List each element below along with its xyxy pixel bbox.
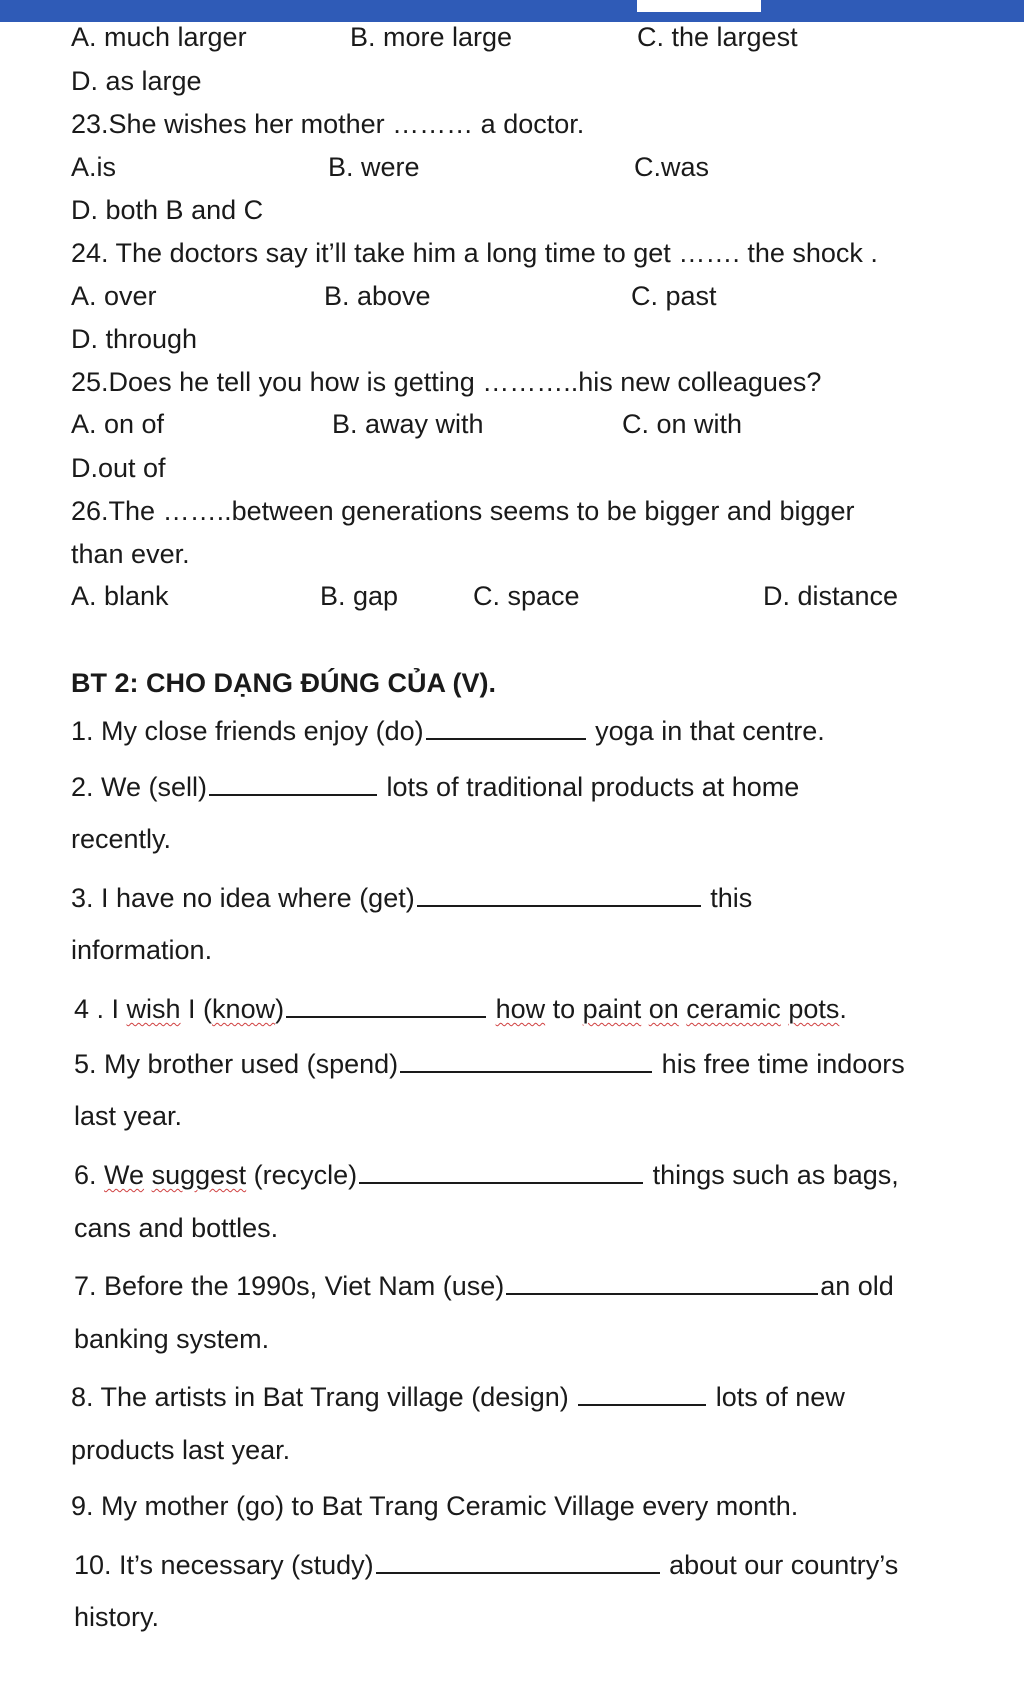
exercise-7-cont: banking system. (74, 1324, 270, 1354)
answer-blank[interactable] (209, 768, 377, 796)
q23-stem: 23.She wishes her mother ……… a doctor. (71, 109, 585, 139)
header-tab (637, 0, 761, 12)
header-bar (0, 0, 1024, 22)
exercise-3-cont: information. (71, 935, 213, 965)
answer-blank[interactable] (286, 990, 486, 1018)
q24-option-d: D. through (71, 324, 198, 354)
q26-option-c: C. space (473, 581, 580, 611)
q26-stem-cont: than ever. (71, 539, 190, 569)
q25-option-c: C. on with (622, 409, 743, 439)
q25-option-a: A. on of (71, 409, 165, 439)
answer-blank[interactable] (506, 1267, 818, 1295)
q24-option-b: B. above (324, 281, 431, 311)
q26-option-d: D. distance (763, 581, 899, 611)
answer-blank[interactable] (400, 1045, 652, 1073)
q22-option-b: B. more large (350, 22, 513, 52)
q26-option-b: B. gap (320, 581, 399, 611)
answer-blank[interactable] (376, 1546, 660, 1574)
exercise-1: 1. My close friends enjoy (do) yoga in that centre. (71, 712, 825, 747)
exercise-4: 4 . I wish I (know) how to paint on ceramic pots. (74, 990, 847, 1025)
q23-option-d: D. both B and C (71, 195, 264, 225)
exercise-5: 5. My brother used (spend) his free time indoors (74, 1045, 905, 1080)
q23-option-b: B. were (328, 152, 420, 182)
exercise-7: 7. Before the 1990s, Viet Nam (use) an old (74, 1267, 894, 1302)
exercise-6: 6. We suggest (recycle) things such as bags, (74, 1156, 899, 1191)
q24-stem: 24. The doctors say it’ll take him a long time to get ……. the shock . (71, 238, 878, 268)
q22-option-c: C. the largest (637, 22, 798, 52)
exercise-5-cont: last year. (74, 1101, 183, 1131)
q26-stem: 26.The ……..between generations seems to be bigger and bigger (71, 496, 855, 526)
q25-option-b: B. away with (332, 409, 484, 439)
answer-blank[interactable] (359, 1156, 643, 1184)
q25-stem: 25.Does he tell you how is getting ………..his new colleagues? (71, 367, 822, 397)
section-title: BT 2: CHO DẠNG ĐÚNG CỦA (V). (71, 668, 496, 698)
exercise-10: 10. It’s necessary (study) about our country’s (74, 1546, 898, 1581)
answer-blank[interactable] (578, 1378, 706, 1406)
q24-option-a: A. over (71, 281, 157, 311)
exercise-8: 8. The artists in Bat Trang village (design) lots of new (71, 1378, 845, 1413)
answer-blank[interactable] (426, 712, 586, 740)
q23-option-c: C.was (634, 152, 710, 182)
exercise-2-cont: recently. (71, 824, 172, 854)
answer-blank[interactable] (417, 879, 701, 907)
q23-option-a: A.is (71, 152, 117, 182)
exercise-3: 3. I have no idea where (get) this (71, 879, 752, 914)
exercise-2: 2. We (sell) lots of traditional products at home (71, 768, 799, 803)
q25-option-d: D.out of (71, 453, 166, 483)
q26-option-a: A. blank (71, 581, 169, 611)
q24-option-c: C. past (631, 281, 717, 311)
exercise-6-cont: cans and bottles. (74, 1213, 279, 1243)
q22-option-d: D. as large (71, 66, 202, 96)
exercise-10-cont: history. (74, 1602, 160, 1632)
q22-option-a: A. much larger (71, 22, 247, 52)
exercise-9: 9. My mother (go) to Bat Trang Ceramic Village every month. (71, 1491, 799, 1521)
exercise-8-cont: products last year. (71, 1435, 291, 1465)
